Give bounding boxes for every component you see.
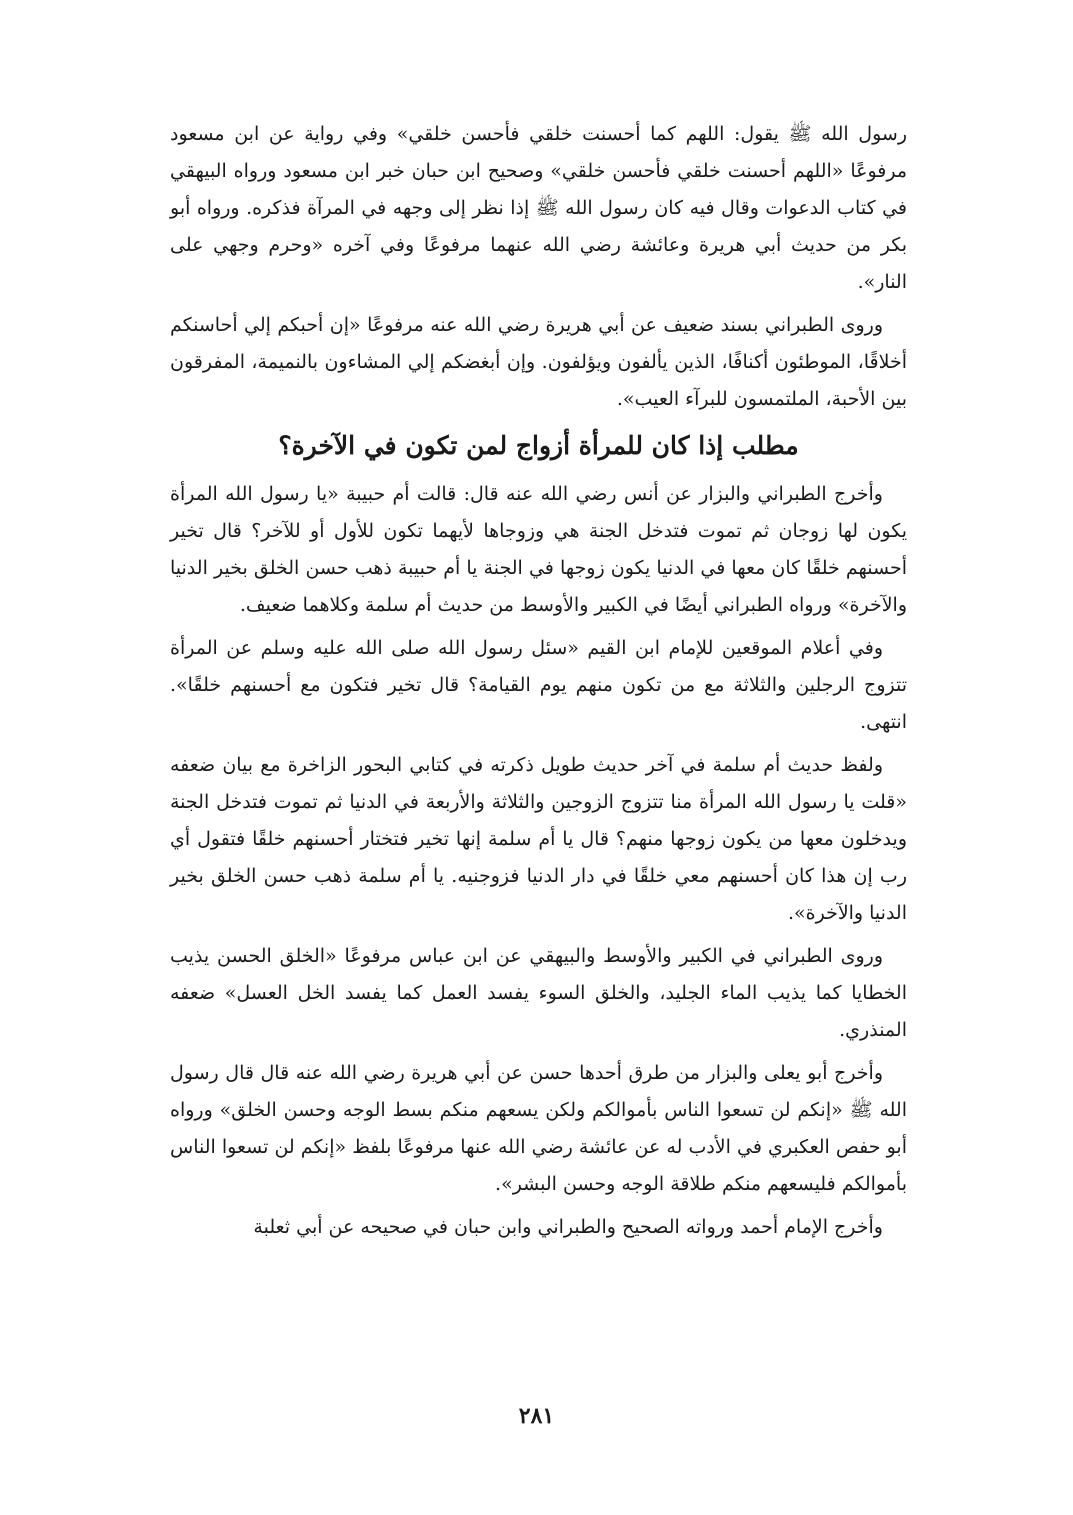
section-heading: مطلب إذا كان للمرأة أزواج لمن تكون في الآخرة؟ xyxy=(278,431,799,460)
paragraph-7: وأخرج أبو يعلى والبزار من طرق أحدها حسن عن أبي هريرة رضي الله عنه قال قال رسول الله ﷺ «إنكم لن تسعوا الناس بأموالكم ولكن يسعهم منكم بسط الوجه وحسن الخلق» ورواه أبو حفص العكبري في الأدب له عن عائشة رضي الله عنها مرفوعًا بلفظ «إنكم لن تسعوا الناس بأموالكم فليسعهم منكم طلاقة الوجه وحسن البشر». xyxy=(170,1062,907,1195)
paragraph-5: ولفظ حديث أم سلمة في آخر حديث طويل ذكرته في كتابي البحور الزاخرة مع بيان ضعفه «قلت يا رسول الله المرأة منا تتزوج الزوجين والثلاثة والأربعة في الدنيا ثم تموت فتدخل الجنة ويدخلون معها من يكون زوجها منهم؟ قال يا أم سلمة إنها تخير فتختار أحسنهم خلقًا فتقول أي رب إن هذا كان أحسنهم معي خلقًا في دار الدنيا فزوجنيه. يا أم سلمة ذهب حسن الخلق بخير الدنيا والآخرة». xyxy=(170,754,907,924)
page-number: ٢٨١ xyxy=(518,1403,555,1429)
paragraph-3: وأخرج الطبراني والبزار عن أنس رضي الله عنه قال: قالت أم حبيبة «يا رسول الله المرأة يكون لها زوجان ثم تموت فتدخل الجنة هي وزوجاها لأيهما تكون للأول أو للآخر؟ قال تخير أحسنهم خلقًا كان معها في الدنيا يكون زوجها في الجنة يا أم حبيبة ذهب حسن الخلق بخير الدنيا والآخرة» ورواه الطبراني أيضًا في الكبير والأوسط من حديث أم سلمة وكلاهما ضعيف. xyxy=(170,483,907,616)
paragraph-4: وفي أعلام الموقعين للإمام ابن القيم «سئل رسول الله صلى الله عليه وسلم عن المرأة تتزوج الرجلين والثلاثة مع من تكون منهم يوم القيامة؟ قال تخير فتكون مع أحسنهم خلقًا». انتهى. xyxy=(170,637,907,733)
body-text xyxy=(170,116,907,1252)
paragraph-2: وروى الطبراني بسند ضعيف عن أبي هريرة رضي الله عنه مرفوعًا «إن أحبكم إلي أحاسنكم أخلاقًا، الموطئون أكنافًا، الذين يألفون ويؤلفون. وإن أبغضكم إلي المشاءون بالنميمة، المفرقون بين الأحبة، الملتمسون للبرآء العيب». xyxy=(170,314,907,410)
paragraph-8: وأخرج الإمام أحمد ورواته الصحيح والطبراني وابن حبان في صحيحه عن أبي ثعلبة xyxy=(253,1216,883,1238)
paragraph-1: رسول الله ﷺ يقول: اللهم كما أحسنت خلقي فأحسن خلقي» وفي رواية عن ابن مسعود مرفوعًا «اللهم أحسنت خلقي فأحسن خلقي» وصحيح ابن حبان خبر ابن مسعود ورواه البيهقي في كتاب الدعوات وقال فيه كان رسول الله ﷺ إذا نظر إلى وجهه في المرآة فذكره. ورواه أبو بكر من حديث أبي هريرة وعائشة رضي الله عنهما مرفوعًا وفي آخره «وحرم وجهي على النار». xyxy=(170,123,907,293)
paragraph-6: وروى الطبراني في الكبير والأوسط والبيهقي عن ابن عباس مرفوعًا «الخلق الحسن يذيب الخطايا كما يذيب الماء الجليد، والخلق السوء يفسد العمل كما يفسد الخل العسل» ضعفه المنذري. xyxy=(170,945,907,1041)
